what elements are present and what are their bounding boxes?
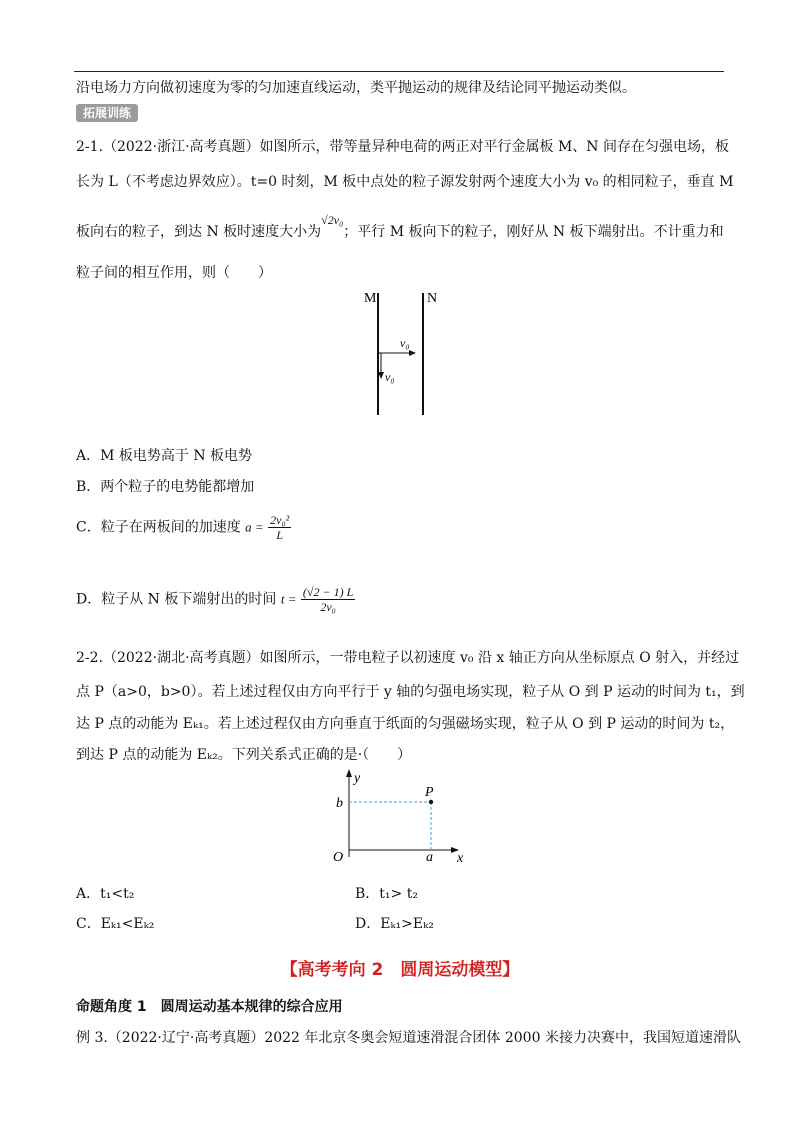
q22-line1: 2-2.（2022·湖北·高考真题）如图所示，一带电粒子以初速度 v₀ 沿 x 轴正方向从坐标原点 O 射入，并经过 (76, 650, 740, 666)
q21-option-d-lhs: t = (280, 591, 297, 607)
q21-option-c-num: 2v₀² (270, 513, 290, 527)
q22-line2: 点 P（a>0，b>0）。若上述过程仅由方向平行于 y 轴的匀强电场实现，粒子从 O 到 P 运动的时间为 t₁，到 (76, 684, 745, 700)
q21-plates-figure (350, 285, 450, 420)
q21-option-c (76, 513, 291, 542)
example3-line: 例 3.（2022·辽宁·高考真题）2022 年北京冬奥会短道速滑混合团体 2000 米接力决赛中，我国短道速滑队 (76, 1030, 741, 1046)
section-title: 【高考考向 2 圆周运动模型】 (280, 960, 520, 980)
plate-n-label: N (427, 291, 438, 306)
q21-option-c-fraction (268, 513, 291, 542)
q22-line3: 达 P 点的动能为 Eₖ₁。若上述过程仅由方向垂直于纸面的匀强磁场实现，粒子从 O 到 P 运动的时间为 t₂， (76, 716, 735, 732)
q22-option-b: B．t₁> t₂ (355, 886, 418, 902)
q21-option-a: A．M 板电势高于 N 板电势 (76, 448, 253, 464)
q21-line4: 粒子间的相互作用，则（ ） (76, 265, 272, 281)
q21-option-c-text: C．粒子在两板间的加速度 (76, 519, 241, 536)
q21-line3 (76, 213, 724, 242)
x-label: x (457, 851, 464, 865)
arrow-right-head (409, 350, 416, 356)
v-down-label: v₀ (385, 370, 395, 384)
top-rule (74, 71, 724, 72)
q21-option-d (76, 585, 355, 614)
q21-option-d-fraction (301, 585, 355, 614)
y-label: y (354, 771, 361, 786)
q21-option-d-text: D．粒子从 N 板下端射出的时间 (76, 591, 277, 608)
q22-option-d: D．Eₖ₁>Eₖ₂ (355, 916, 434, 932)
q21-speed-math: √2v₀ (321, 213, 344, 227)
extension-badge: 拓展训练 (76, 104, 138, 122)
q21-line2: 长为 L（不考虑边界效应）。t=0 时刻，M 板中点处的粒子源发射两个速度大小为 v₀ 的相同粒子，垂直 M (76, 174, 734, 190)
b-label: b (336, 796, 343, 811)
q21-option-d-den: 2v₀ (320, 600, 336, 614)
point-p (429, 800, 433, 804)
q22-option-a: A．t₁<t₂ (76, 886, 135, 902)
q21-line1: 2-1.（2022·浙江·高考真题）如图所示，带等量异种电荷的两正对平行金属板 M、N 间存在匀强电场，板 (76, 139, 730, 155)
q21-line3-b: ；平行 M 板向下的粒子，刚好从 N 板下端射出。不计重力和 (343, 224, 724, 240)
q22-line4: 到达 P 点的动能为 Eₖ₂。下列关系式正确的是·（ ） (76, 747, 412, 763)
q21-option-c-lhs: a = (245, 519, 264, 535)
p-label: P (425, 785, 434, 800)
intro-line: 沿电场力方向做初速度为零的匀加速直线运动，类平抛运动的规律及结论同平抛运动类似。 (76, 80, 636, 96)
v-right-label: v₀ (400, 336, 410, 350)
q21-option-d-num: (√2 − 1) L (302, 585, 354, 599)
plate-m-label: M (364, 291, 377, 306)
q21-option-c-den: L (276, 528, 284, 542)
q22-axes-figure (325, 765, 475, 865)
q21-line3-a: 板向右的粒子，到达 N 板时速度大小为 (76, 224, 322, 240)
q22-option-c: C．Eₖ₁<Eₖ₂ (76, 916, 155, 932)
a-label: a (426, 850, 433, 865)
q21-option-b: B．两个粒子的电势能都增加 (76, 479, 255, 495)
y-axis-arrow (346, 769, 352, 777)
origin-label: O (333, 850, 344, 865)
subheading: 命题角度 1 圆周运动基本规律的综合应用 (76, 999, 343, 1015)
